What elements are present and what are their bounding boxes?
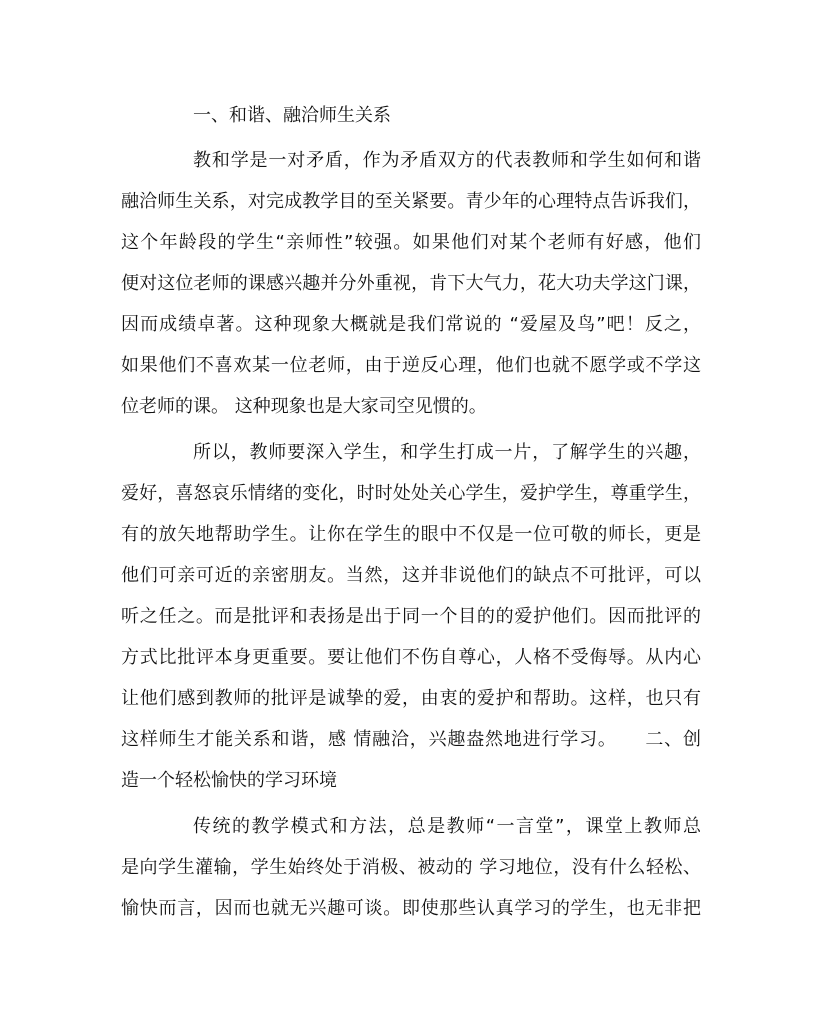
paragraph-2-line-5: 听之任之。而是批评和表扬是出于同一个目的的爱护他们。因而批评的 <box>121 606 701 627</box>
paragraph-1-line-3: 这个年龄段的学生“亲师性”较强。如果他们对某个老师有好感，他们 <box>121 232 701 253</box>
paragraph-2-line-6: 方式比批评本身更重要。要让他们不伤自尊心，人格不受侮辱。从内心 <box>121 647 701 668</box>
paragraph-1-line-2: 融洽师生关系，对完成教学目的至关紧要。青少年的心理特点告诉我们， <box>121 191 701 212</box>
paragraph-1-line-6: 如果他们不喜欢某一位老师，由于逆反心理，他们也就不愿学或不学这 <box>121 355 701 376</box>
paragraph-2-line-3: 有的放矢地帮助学生。让你在学生的眼中不仅是一位可敬的师长，更是 <box>121 524 701 545</box>
section-heading-2: 造一个轻松愉快的学习环境 <box>121 770 337 791</box>
paragraph-3-line-2: 是向学生灌输，学生始终处于消极、被动的 学习地位，没有什么轻松、 <box>121 857 701 878</box>
paragraph-1-line-7: 位老师的课。 这种现象也是大家司空见惯的。 <box>121 396 487 417</box>
paragraph-2-line-2: 爱好，喜怒哀乐情绪的变化，时时处处关心学生，爱护学生，尊重学生， <box>121 483 701 504</box>
paragraph-1-line-5: 因而成绩卓著。这种现象大概就是我们常说的 “爱屋及鸟”吧！反之， <box>121 314 701 335</box>
paragraph-1-line-1: 教和学是一对矛盾，作为矛盾双方的代表教师和学生如何和谐 <box>193 150 701 171</box>
paragraph-3-line-3: 愉快而言，因而也就无兴趣可谈。即使那些认真学习的学生，也无非把 <box>121 898 701 919</box>
paragraph-3-line-1: 传统的教学模式和方法，总是教师“一言堂”，课堂上教师总 <box>193 816 701 837</box>
paragraph-2-line-8: 这样师生才能关系和谐，感 情融洽，兴趣盎然地进行学习。 二、创 <box>121 729 701 750</box>
paragraph-2-line-7: 让他们感到教师的批评是诚挚的爱，由衷的爱护和帮助。这样，也只有 <box>121 688 701 709</box>
section-heading-1: 一、和谐、融洽师生关系 <box>193 105 391 126</box>
paragraph-2-line-4: 他们可亲可近的亲密朋友。当然，这并非说他们的缺点不可批评，可以 <box>121 565 701 586</box>
paragraph-1-line-4: 便对这位老师的课感兴趣并分外重视，肯下大气力，花大功夫学这门课， <box>121 273 701 294</box>
paragraph-2-line-1: 所以，教师要深入学生，和学生打成一片，了解学生的兴趣， <box>193 442 701 463</box>
